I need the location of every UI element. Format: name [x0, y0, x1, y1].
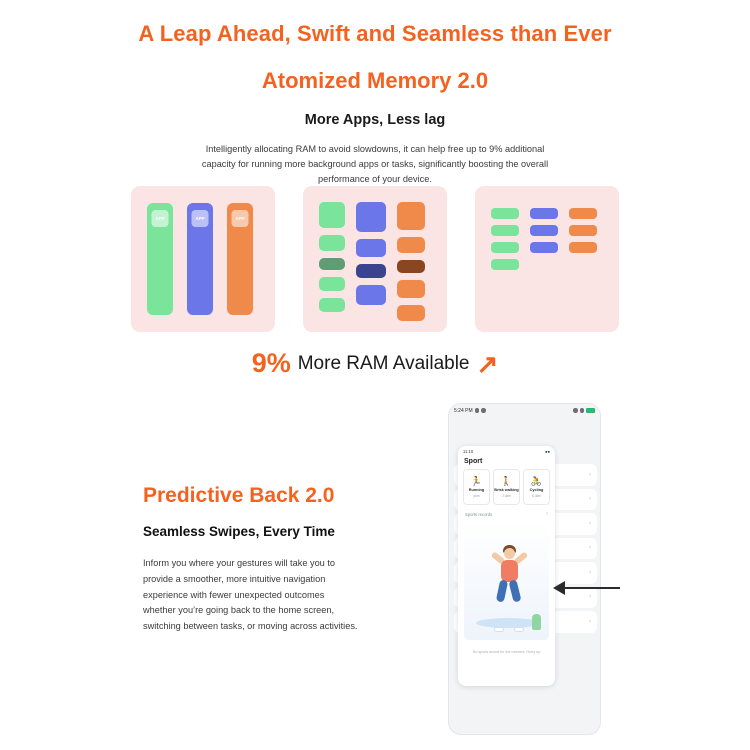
- memory-chip: [491, 208, 519, 219]
- status-right-group: [573, 408, 595, 413]
- page-subheadline: Atomized Memory 2.0: [261, 67, 489, 93]
- predictive-back-body: Inform you where your gestures will take you to provide a smoother, more intuitive navigation experience with fewer unexpected outcomes whether you’re going back to the home screen, switching between tasks, or moving across activities.: [143, 558, 358, 632]
- memory-chip: [569, 208, 597, 219]
- phone-status-bar: [449, 404, 600, 417]
- memory-chip: [491, 242, 519, 253]
- chevron-right-icon: ›: [589, 594, 591, 601]
- memory-chip: [530, 225, 558, 236]
- memory-block: [319, 298, 345, 312]
- activity-name: Brisk walking: [494, 487, 519, 492]
- sport-card-status-icons: ●●: [544, 448, 550, 454]
- status-left-group: [454, 408, 486, 414]
- chevron-right-icon: ›: [589, 569, 591, 576]
- page-headline: A Leap Ahead, Swift and Seamless than Ever: [138, 21, 612, 46]
- running-icon: 🏃: [470, 475, 483, 486]
- illustration-leg-right: [508, 579, 521, 602]
- memory-block: [356, 285, 386, 305]
- hero-paragraph: Intelligently allocating RAM to avoid slowdowns, it can help free up to 9% additional capacity for running more background apps or tasks, significantly boosting the overall performance of your device.: [201, 143, 549, 184]
- chevron-right-icon: ›: [589, 545, 591, 552]
- arrow-shaft: [560, 587, 620, 589]
- sport-illustration: [464, 522, 549, 640]
- sports-records-label: Sports records: [465, 511, 493, 517]
- sport-card-title: Sport: [464, 458, 483, 465]
- panel-b-column-blue: [356, 202, 386, 321]
- panel-b-column-orange: [397, 202, 425, 321]
- activity-distance: pkm: [473, 493, 480, 498]
- memory-block: [319, 277, 345, 291]
- panel-b-column-green: [319, 202, 345, 321]
- page-tagline: More Apps, Less lag: [304, 111, 446, 128]
- panel-c-grid: [491, 208, 597, 270]
- panel-c-column-green: [491, 208, 519, 270]
- memory-chip: [569, 242, 597, 253]
- memory-chip: [530, 242, 558, 253]
- ram-label: More RAM Available: [297, 352, 470, 374]
- memory-chip: [569, 225, 597, 236]
- app-chip-label: APP: [192, 210, 209, 227]
- empty-records-note: No sports record for the moment. Hurry up: [472, 650, 541, 654]
- activity-distance: 2.4km: [502, 493, 511, 498]
- app-bar-orange: [227, 203, 253, 315]
- illustration-ground: [476, 618, 540, 628]
- chevron-right-icon: ›: [589, 471, 591, 478]
- memory-block: [397, 280, 425, 298]
- panel-c-column-orange: [569, 208, 597, 270]
- cycling-icon: 🚴: [530, 475, 543, 486]
- illustration-shoe-left: [494, 627, 504, 632]
- panel-compact-apps: [475, 186, 619, 332]
- activity-tile-running[interactable]: [463, 469, 490, 505]
- memory-chip: [530, 208, 558, 219]
- chevron-right-icon: ›: [589, 496, 591, 503]
- sport-app-card[interactable]: [458, 446, 555, 686]
- activity-tile-cycling[interactable]: [523, 469, 550, 505]
- memory-block: [397, 260, 425, 273]
- arrow-head: [553, 581, 565, 595]
- activity-name: Running: [468, 487, 485, 492]
- predictive-back-title: Predictive Back 2.0: [143, 484, 335, 507]
- up-right-arrow-icon: ↗: [476, 348, 499, 379]
- illustration-head: [504, 548, 515, 559]
- status-time: 5:24 PM: [454, 407, 473, 414]
- panel-many-apps: [131, 186, 275, 332]
- memory-block: [397, 305, 425, 321]
- illustration-panels: [131, 186, 619, 332]
- memory-block: [319, 235, 345, 251]
- app-chip-label: APP: [152, 210, 169, 227]
- illustration-shoe-right: [514, 627, 524, 632]
- battery-icon: [586, 408, 595, 413]
- back-gesture-arrow-icon: [553, 580, 620, 596]
- gear-icon: [481, 408, 486, 413]
- panel-c-column-blue: [530, 208, 558, 270]
- memory-block: [356, 239, 386, 257]
- sport-card-time: 11:10: [463, 448, 474, 454]
- signal-icon: [580, 408, 585, 413]
- chevron-right-icon: ›: [589, 520, 591, 527]
- activity-name: Cycling: [529, 487, 544, 492]
- memory-block: [356, 202, 386, 232]
- panel-medium-apps: [303, 186, 447, 332]
- chevron-right-icon: ›: [546, 511, 548, 517]
- app-bar-blue: [187, 203, 213, 315]
- memory-block: [397, 237, 425, 253]
- ram-callout: [0, 348, 750, 379]
- memory-block: [397, 202, 425, 230]
- illustration-body: [501, 560, 518, 582]
- app-chip-label: APP: [232, 210, 249, 227]
- memory-chip: [491, 259, 519, 270]
- sports-records-row[interactable]: [458, 505, 555, 520]
- phone-mockup: [448, 403, 601, 735]
- illustration-leg-left: [496, 579, 508, 602]
- alarm-icon: [475, 408, 480, 413]
- chevron-right-icon: ›: [589, 618, 591, 625]
- panel-b-grid: [319, 202, 425, 321]
- memory-block: [356, 264, 386, 278]
- activity-distance: 6.4km: [532, 493, 541, 498]
- memory-block: [319, 202, 345, 228]
- illustration-plant: [532, 614, 541, 630]
- wifi-icon: [573, 408, 578, 413]
- memory-block: [319, 258, 345, 270]
- walking-icon: 🚶: [500, 475, 513, 486]
- memory-chip: [491, 225, 519, 236]
- predictive-back-subtitle: Seamless Swipes, Every Time: [143, 524, 335, 539]
- panel-a-bars: [147, 203, 253, 315]
- app-bar-green: [147, 203, 173, 315]
- sport-activity-tiles: [458, 469, 555, 505]
- activity-tile-brisk-walking[interactable]: [493, 469, 520, 505]
- sport-card-status-bar: [458, 446, 555, 456]
- ram-percent: 9%: [251, 348, 291, 378]
